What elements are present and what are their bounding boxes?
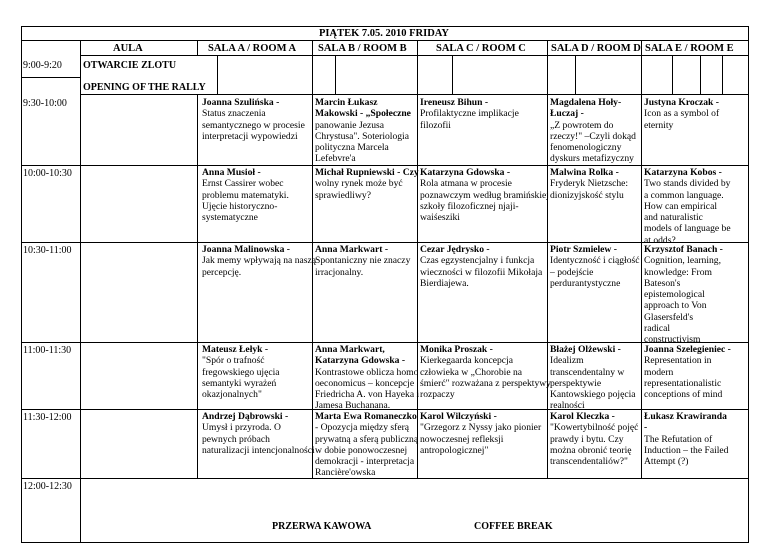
time-slot: 10:30-11:00	[23, 245, 72, 256]
grid-line	[641, 55, 642, 94]
session-cell-room-c	[420, 344, 551, 400]
talk-title-line: transcendentaliów?"	[550, 456, 628, 468]
speaker-name: Joanna Szulińska -	[202, 97, 280, 108]
talk-title-line: and naturalistic	[644, 212, 703, 224]
talk-title-line: filozofii	[420, 119, 451, 131]
talk-title-line: waiśesziki	[420, 212, 460, 224]
talk-title-line: Jamesa Buchanana.	[315, 400, 391, 412]
session-cell-room-d	[550, 97, 636, 165]
session-cell-room-e	[644, 411, 728, 467]
talk-title-line: Two stands divided by	[644, 178, 731, 190]
session-cell-room-a	[202, 344, 280, 400]
talk-title-line: conceptions of mind	[644, 389, 723, 401]
column-header-room-b: SALA B / ROOM B	[318, 43, 407, 54]
talk-title-line: Kontrastowe oblicza homo	[315, 366, 419, 378]
time-slot: 12:00-12:30	[23, 481, 72, 492]
talk-title-line: transcendentalny w	[550, 366, 625, 378]
opening-title-pl: OTWARCIE ZLOTU	[83, 60, 177, 71]
talk-title-line: models of language be	[644, 223, 731, 235]
speaker-name: -	[644, 422, 648, 434]
grid-line	[722, 55, 723, 94]
grid-line	[547, 55, 548, 94]
session-cell-room-b	[315, 244, 410, 278]
talk-title-line: at odds?	[644, 234, 676, 246]
grid-line	[217, 55, 218, 94]
talk-title-line: Friedricha A. von Hayeka i	[315, 389, 420, 401]
speaker-name: Joanna Malinowska -	[202, 244, 290, 255]
grid-line	[417, 40, 418, 55]
grid-line	[21, 40, 749, 41]
speaker-name: Magdalena Hoły-	[550, 97, 622, 108]
talk-title-line: irracjonalny.	[315, 266, 364, 278]
talk-title-line: wieczności w filozofii Mikołaja	[420, 266, 543, 278]
session-cell-room-d	[550, 244, 640, 289]
talk-title-line: Induction – the Failed	[644, 444, 729, 456]
session-cell-room-d	[550, 344, 636, 412]
speaker-name: Cezar Jędrysko -	[420, 244, 490, 255]
talk-title-line: perspektywie	[550, 377, 602, 389]
grid-line	[312, 55, 313, 94]
speaker-name: Andrzej Dąbrowski -	[202, 411, 289, 422]
session-cell-room-b	[315, 167, 419, 201]
talk-title-line: nowoczesnej refleksji	[420, 433, 504, 445]
session-cell-room-d	[550, 411, 638, 467]
talk-title-line: percepcję.	[202, 266, 242, 278]
talk-title-line: "Grzegorz z Nyssy jako pionier	[420, 422, 542, 434]
break-label-en: COFFEE BREAK	[474, 521, 553, 532]
grid-line	[748, 26, 749, 543]
talk-title-line: Icon as a symbol of	[644, 108, 720, 120]
talk-title-line: rzeczy!" –Czyli dokąd	[550, 130, 636, 142]
speaker-name: Makowski - „Społeczne	[315, 108, 411, 120]
talk-title-line: Glasersfeld's	[644, 311, 694, 323]
talk-title-line: Ujęcie historyczno-	[202, 200, 278, 212]
grid-line	[312, 40, 313, 55]
talk-title-line: Identyczność i ciągłość	[550, 255, 640, 267]
grid-line	[417, 55, 418, 94]
grid-line	[335, 55, 336, 94]
grid-line	[700, 55, 701, 94]
talk-title-line: poznawczym według bramińskiej	[420, 189, 549, 201]
break-label-pl: PRZERWA KAWOWA	[272, 521, 372, 532]
talk-title-line: wolny rynek może być	[315, 178, 403, 190]
talk-title-line: antropologicznej"	[420, 444, 489, 456]
speaker-name: Łukasz Krawiranda	[644, 411, 727, 422]
grid-line	[197, 94, 198, 478]
talk-title-line: Representation in	[644, 355, 712, 367]
grid-line	[197, 40, 198, 55]
session-cell-room-a	[202, 244, 316, 278]
grid-line	[547, 40, 548, 55]
session-cell-room-b	[315, 344, 419, 412]
grid-line	[80, 94, 749, 95]
speaker-name: Katarzyna Gdowska -	[420, 167, 511, 178]
talk-title-line: fenomenologiczny	[550, 142, 622, 154]
talk-title-line: Umysł i przyroda. O	[202, 422, 281, 434]
time-slot: 11:00-11:30	[23, 345, 72, 356]
grid-line	[21, 26, 749, 27]
speaker-name: Karol Kleczka -	[550, 411, 615, 422]
talk-title-line: "Kowertybilność pojęć	[550, 422, 639, 434]
speaker-name: Malwina Rolka -	[550, 167, 619, 178]
talk-title-line: epistemological	[644, 289, 705, 301]
talk-title-line: How can empirical	[644, 200, 717, 212]
opening-time: 9:00-9:20	[23, 60, 62, 71]
talk-title-line: Czas egzystencjalny i funkcja	[420, 255, 535, 267]
column-header-aula: AULA	[113, 43, 143, 54]
opening-title-en: OPENING OF THE RALLY	[83, 82, 206, 93]
session-cell-room-e	[644, 344, 731, 400]
talk-title-line: Chrystusa". Soteriologia	[315, 130, 409, 142]
grid-line	[641, 94, 642, 478]
talk-title-line: w dobie ponowoczesnej	[315, 444, 408, 456]
talk-title-line: szkoły filozoficznej njaji-	[420, 200, 519, 212]
time-slot: 10:00-10:30	[23, 168, 72, 179]
talk-title-line: Lefebvre'a	[315, 153, 356, 165]
talk-title-line: prywatną a sferą publiczną	[315, 433, 419, 445]
talk-title-line: okazjonalnych"	[202, 389, 262, 401]
grid-line	[80, 40, 81, 542]
talk-title-line: Jak memy wpływają na naszą	[202, 255, 317, 267]
talk-title-line: sprawiedliwy?	[315, 189, 371, 201]
talk-title-line: pewnych próbach	[202, 433, 270, 445]
column-header-room-d: SALA D / ROOM D	[551, 43, 641, 54]
column-header-room-c: SALA C / ROOM C	[436, 43, 526, 54]
talk-title-line: Idealizm	[550, 355, 584, 367]
session-cell-room-b	[315, 97, 411, 165]
talk-title-line: oeconomicus – koncepcje	[315, 377, 415, 389]
speaker-name: Karol Wilczyński -	[420, 411, 497, 422]
talk-title-line: fregowskiego ujęcia	[202, 366, 280, 378]
talk-title-line: - Opozycja między sferą	[315, 422, 410, 434]
talk-title-line: dyskurs metafizyczny	[550, 153, 634, 165]
session-cell-room-a	[202, 167, 289, 223]
talk-title-line: – podejście	[550, 266, 594, 278]
speaker-name: Mateusz Łełyk -	[202, 344, 269, 355]
talk-title-line: a common language.	[644, 189, 724, 201]
talk-title-line: knowledge: From	[644, 266, 712, 278]
speaker-name: Łuczaj -	[550, 108, 584, 120]
talk-title-line: modern	[644, 366, 674, 378]
grid-line	[575, 55, 576, 94]
talk-title-line: „Z powrotem do	[550, 119, 614, 131]
time-slot: 11:30-12:00	[23, 412, 72, 423]
talk-title-line: constructivism	[644, 334, 701, 346]
column-header-room-a: SALA A / ROOM A	[208, 43, 297, 54]
talk-title-line: Bierdiajewa.	[420, 277, 469, 289]
grid-line	[21, 26, 22, 543]
talk-title-line: eternity	[644, 119, 674, 131]
talk-title-line: interpretacji wypowiedzi	[202, 130, 298, 142]
talk-title-line: demokracji - interpretacja	[315, 456, 415, 468]
speaker-name: Marta Ewa Romaneczko	[315, 411, 417, 422]
talk-title-line: śmierć" rozważana z perspektywy	[420, 377, 551, 389]
speaker-name: Krzysztof Banach -	[644, 244, 723, 255]
talk-title-line: Status znaczenia	[202, 108, 266, 120]
page-title: PIĄTEK 7.05. 2010 FRIDAY	[319, 28, 449, 39]
grid-line	[641, 40, 642, 55]
talk-title-line: Spontaniczny nie znaczy	[315, 255, 411, 267]
grid-line	[21, 165, 749, 166]
session-cell-room-c	[420, 167, 549, 223]
speaker-name: Michał Rupniewski - Czy	[315, 167, 419, 178]
grid-line	[21, 342, 749, 343]
grid-line	[452, 55, 453, 94]
talk-title-line: Cognition, learning,	[644, 255, 722, 267]
talk-title-line: Ernst Cassirer wobec	[202, 178, 284, 190]
grid-line	[21, 242, 749, 243]
speaker-name: Błażej Olżewski -	[550, 344, 621, 355]
talk-title-line: representationalistic	[644, 377, 722, 389]
session-cell-room-e	[644, 97, 719, 131]
talk-title-line: dionizyjskość stylu	[550, 189, 624, 201]
talk-title-line: Bateson's	[644, 277, 681, 289]
speaker-name: Marcin Łukasz	[315, 97, 378, 108]
talk-title-line: Kantowskiego pojęcia	[550, 389, 636, 401]
talk-title-line: człowieka w „Chorobie na	[420, 366, 523, 378]
talk-title-line: approach to Von	[644, 300, 707, 312]
talk-title-line: problemu matematyki.	[202, 189, 289, 201]
talk-title-line: The Refutation of	[644, 433, 713, 445]
talk-title-line: perdurantystyczne	[550, 277, 621, 289]
talk-title-line: Rola atmana w procesie	[420, 178, 512, 190]
speaker-name: Anna Markwart -	[315, 244, 389, 255]
talk-title-line: rozpaczy	[420, 389, 455, 401]
talk-title-line: naturalizacji intencjonalności	[202, 444, 315, 456]
talk-title-line: Kierkegaarda koncepcja	[420, 355, 513, 367]
talk-title-line: realności	[550, 400, 585, 412]
talk-title-line: semantyki wyrażeń	[202, 377, 277, 389]
speaker-name: Ireneusz Bihun -	[420, 97, 489, 108]
session-cell-room-a	[202, 97, 305, 142]
session-cell-room-e	[644, 167, 731, 246]
session-cell-room-a	[202, 411, 315, 456]
speaker-name: Anna Musioł -	[202, 167, 261, 178]
session-cell-room-b	[315, 411, 418, 479]
session-cell-room-c	[420, 244, 542, 289]
speaker-name: Joanna Szelegieniec -	[644, 344, 731, 355]
grid-line	[21, 77, 80, 78]
talk-title-line: systematyczne	[202, 212, 258, 224]
talk-title-line: semantycznego w procesie	[202, 119, 305, 131]
talk-title-line: Fryderyk Nietzsche:	[550, 178, 629, 190]
speaker-name: Justyna Kroczak -	[644, 97, 719, 108]
talk-title-line: Attempt (?)	[644, 456, 689, 468]
session-cell-room-e	[644, 244, 723, 346]
session-cell-room-d	[550, 167, 628, 201]
talk-title-line: panowanie Jezusa	[315, 119, 384, 131]
talk-title-line: prawdy i bytu. Czy	[550, 433, 624, 445]
speaker-name: Monika Proszak -	[420, 344, 493, 355]
talk-title-line: polityczna Marcela	[315, 142, 389, 154]
talk-title-line: Profilaktyczne implikacje	[420, 108, 519, 120]
talk-title-line: "Spór o trafność	[202, 355, 265, 367]
speaker-name: Katarzyna Kobos -	[644, 167, 722, 178]
talk-title-line: Rancière'owska	[315, 467, 376, 479]
talk-title-line: można obronić teorię	[550, 444, 632, 456]
column-header-room-e: SALA E / ROOM E	[645, 43, 734, 54]
talk-title-line: radical	[644, 323, 671, 335]
speaker-name: Katarzyna Gdowska -	[315, 355, 406, 367]
grid-line	[672, 55, 673, 94]
grid-line	[80, 55, 749, 56]
session-cell-room-c	[420, 97, 519, 131]
session-cell-room-c	[420, 411, 541, 456]
speaker-name: Piotr Szmielew -	[550, 244, 617, 255]
speaker-name: Anna Markwart,	[315, 344, 385, 355]
grid-line	[547, 94, 548, 478]
time-slot: 9:30-10:00	[23, 98, 67, 109]
